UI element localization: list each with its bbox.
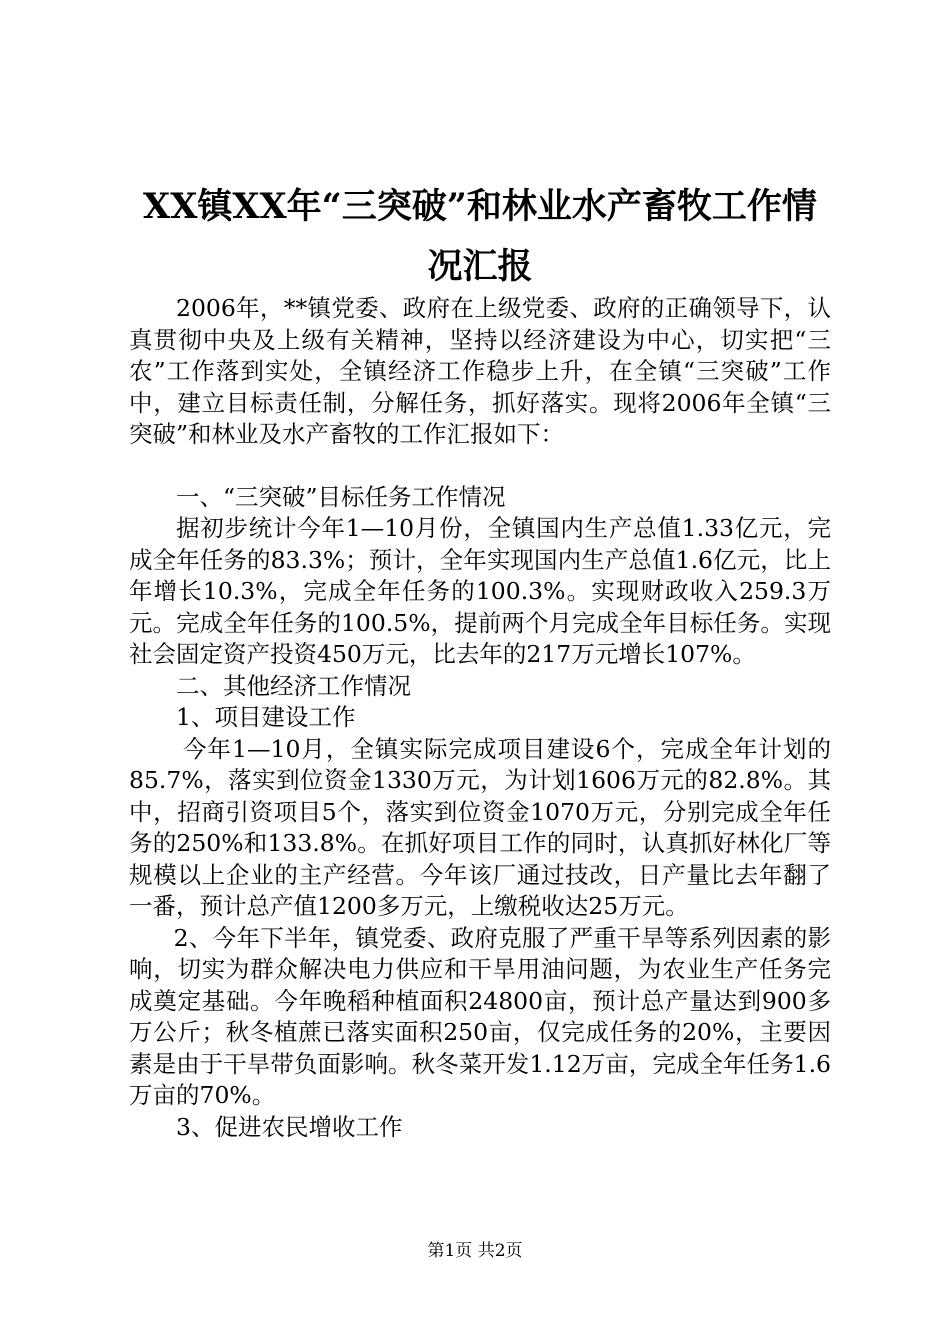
page-number-footer: 第1页 共2页 <box>427 1241 523 1261</box>
document-title-line-1: XX镇XX年“三突破”和林业水产畜牧工作情 <box>143 186 817 227</box>
document-title-line-2: 况汇报 <box>427 246 533 287</box>
document-body <box>129 293 831 1143</box>
subsection-2-paragraph: 2、今年下半年，镇党委、政府克服了严重干旱等系列因素的影响，切实为群众解决电力供应和干旱用油问题，为农业生产任务完成奠定基础。今年晚稻种植面积24800亩，预计总产量达到900多万公斤；秋冬植蔗已落实面积250亩，仅完成任务的20%，主要因素是由于干旱带负面影响。秋冬菜开发1.12万亩，完成全年任务1.6万亩的70%。 <box>129 923 831 1109</box>
subsection-1-paragraph: 今年1—10月，全镇实际完成项目建设6个，完成全年计划的85.7%，落实到位资金1330万元，为计划1606万元的82.8%。其中，招商引资项目5个，落实到位资金1070万元，分别完成全年任务的250%和133.8%。在抓好项目工作的同时，认真抓好林化厂等规模以上企业的主产经营。今年该厂通过技改，日产量比去年翻了一番，预计总产值1200多万元，上缴税收达25万元。 <box>129 734 831 920</box>
subsection-heading-1: 1、项目建设工作 <box>176 703 356 731</box>
section-heading-2: 二、其他经济工作情况 <box>176 671 411 700</box>
subsection-heading-3: 3、促进农民增收工作 <box>176 1112 403 1141</box>
section-heading-1: 一、“三突破”目标任务工作情况 <box>176 482 506 511</box>
section-1-paragraph: 据初步统计今年1—10月份，全镇国内生产总值1.33亿元，完成全年任务的83.3%；预计，全年实现国内生产总值1.6亿元，比上年增长10.3%，完成全年任务的100.3%。实现财政收入259.3万元。完成全年任务的100.5%，提前两个月完成全年目标任务。实现社会固定资产投资450万元，比去年的217万元增长107%。 <box>129 514 831 668</box>
intro-paragraph: 2006年，**镇党委、政府在上级党委、政府的正确领导下，认真贯彻中央及上级有关精神，坚持以经济建设为中心，切实把“三农”工作落到实处，全镇经济工作稳步上升，在全镇“三突破”工作中，建立目标责任制，分解任务，抓好落实。现将2006年全镇“三突破”和林业及水产畜牧的工作汇报如下： <box>129 294 831 448</box>
